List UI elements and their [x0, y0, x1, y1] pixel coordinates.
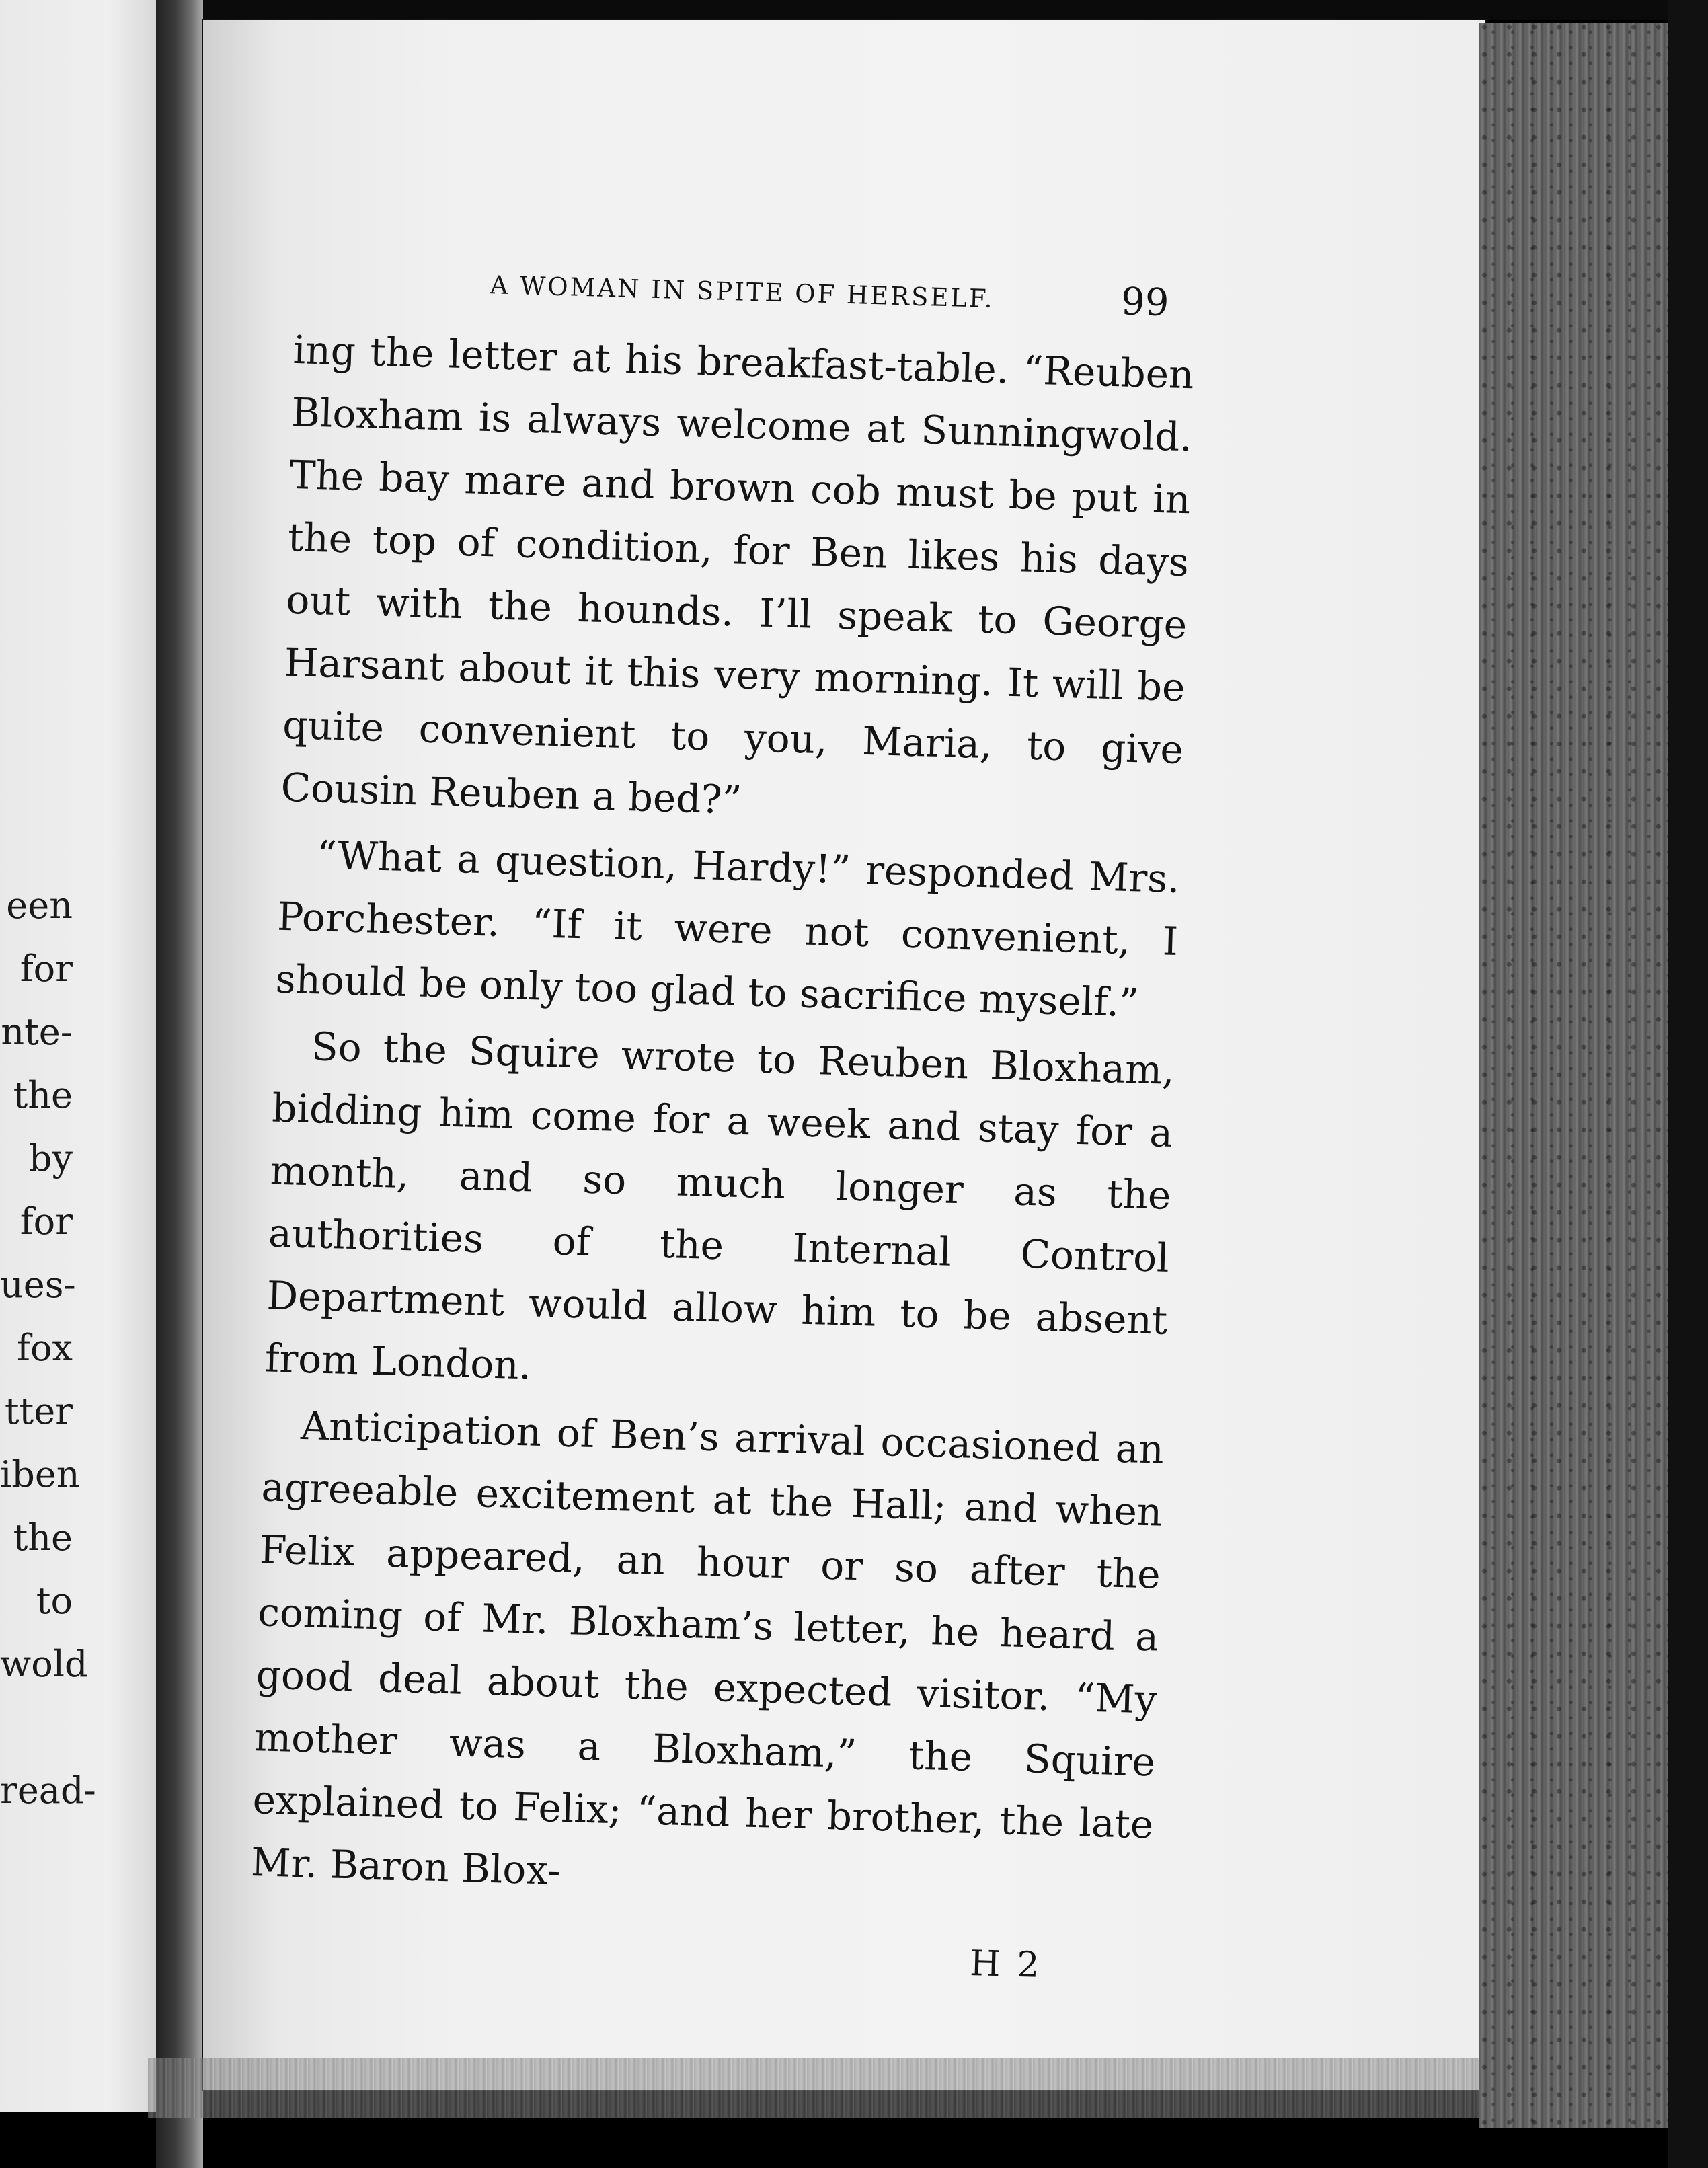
left-fragment: iben — [0, 1453, 80, 1496]
running-title: A WOMAN IN SPITE OF HERSELF. — [490, 270, 995, 314]
left-fragment: tter — [4, 1390, 73, 1432]
paragraph: “What a question, Hardy!” responded Mrs. Porchester. “If it were not convenient, I should be only too glad to sacrifice myself.” — [274, 832, 1181, 1026]
page-bottom-edge — [148, 2058, 1486, 2118]
scan-border-top — [0, 0, 1708, 20]
left-fragment: to — [36, 1580, 73, 1622]
left-fragment: fox — [17, 1327, 73, 1369]
left-facing-page — [0, 0, 156, 2112]
page-text-block — [247, 253, 1196, 2009]
left-fragment: een — [6, 884, 73, 927]
page-number: 99 — [1120, 280, 1170, 325]
page-block-edges — [1479, 23, 1681, 2128]
book-gutter — [156, 0, 203, 2168]
paragraph: Anticipation of Ben’s arrival occasioned an agreeable excitement at the Hall; and when Felix appeared, an hour or so after the coming of Mr. Bloxham’s letter, he heard a good deal about the expected visitor. “My mother was a Bloxham,” the Squire explained to Felix; “and her brother, the late Mr. Baron Blox- — [250, 1402, 1165, 1894]
paragraph: ing the letter at his breakfast-table. “Reuben Bloxham is always welcome at Sunningwold. The bay mare and brown cob must be put in the top of condition, for Ben likes his days out with the hounds. I’ll speak to George Harsant about it this very morning. It will be quite convenient to you, Maria, to give Cousin Reuben a bed?” — [280, 326, 1195, 823]
left-page-text-fragments — [0, 874, 96, 1822]
left-fragment: for — [20, 1200, 73, 1243]
left-fragment: for — [20, 947, 73, 990]
left-fragment: by — [28, 1137, 73, 1179]
left-fragment: ues- — [0, 1264, 76, 1306]
left-fragment: nte- — [1, 1011, 73, 1053]
left-fragment: the — [13, 1516, 73, 1559]
left-fragment: the — [13, 1074, 73, 1116]
signature-mark-text: H 2 — [969, 1943, 1043, 1986]
left-fragment: read- — [0, 1769, 96, 1812]
paragraph: So the Squire wrote to Reuben Bloxham, bidding him come for a week and stay for a month, and so much longer as the authorities of the Internal Control Department would allow him to be absent from London. — [264, 1023, 1175, 1389]
scan-border-right — [1668, 0, 1708, 2168]
left-fragment: wold — [0, 1643, 88, 1685]
